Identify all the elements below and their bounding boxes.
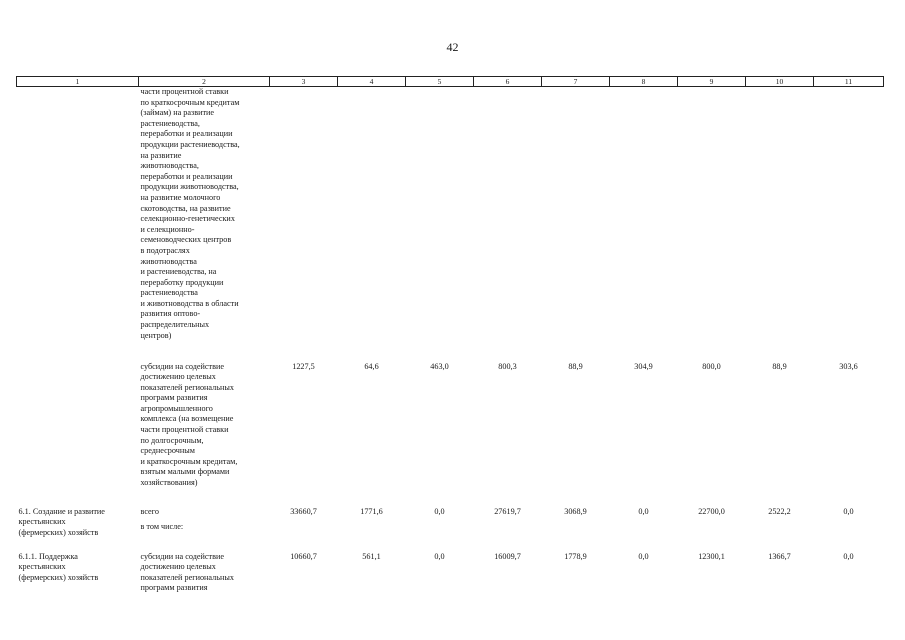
value-cell: 0,0 [434, 506, 445, 516]
column-number: 10 [746, 77, 814, 87]
table-row [17, 87, 884, 362]
value-cell [814, 87, 884, 362]
value-cell: 22700,0 [698, 506, 725, 516]
column-number: 6 [474, 77, 542, 87]
page-number: 42 [446, 40, 459, 54]
value-cell: 33660,7 [290, 506, 317, 516]
row-description-cell [139, 507, 270, 552]
data-table [16, 76, 884, 602]
table-row [17, 507, 884, 552]
row-description-cell: субсидии на содействие достижению целевых показателей региональных программ развития агропромышленного комплекса (на возмещение части процентной ставки по долгосрочным, среднесрочным и краткосрочным кредитам, взятым малыми формами хозяйствования) [140, 361, 238, 488]
column-number-header-row [17, 77, 884, 87]
row-name-cell: 6.1. Создание и развитие крестьянских (фермерских) хозяйств [18, 506, 105, 537]
table-row [17, 362, 884, 507]
value-cell: 800,0 [702, 361, 721, 371]
value-cell: 1227,5 [292, 361, 315, 371]
value-cell: 0,0 [434, 551, 445, 561]
value-cell: 1771,6 [360, 506, 383, 516]
value-cell: 304,9 [634, 361, 653, 371]
value-cell: 800,3 [498, 361, 517, 371]
value-cell: 463,0 [430, 361, 449, 371]
value-cell: 64,6 [364, 361, 379, 371]
row-description-cell: субсидии на содействие достижению целевых показателей региональных программ развития [140, 551, 234, 593]
value-cell: 0,0 [843, 551, 854, 561]
value-cell [406, 87, 474, 362]
value-cell: 0,0 [843, 506, 854, 516]
value-cell: 561,1 [362, 551, 381, 561]
row-subtitle: в том числе: [140, 522, 184, 532]
column-number: 4 [338, 77, 406, 87]
column-number: 2 [139, 77, 270, 87]
value-cell: 0,0 [638, 551, 649, 561]
value-cell: 27619,7 [494, 506, 521, 516]
value-cell: 2522,2 [768, 506, 791, 516]
row-name-cell: 6.1.1. Поддержка крестьянских (фермерских) хозяйств [18, 551, 99, 582]
value-cell: 12300,1 [698, 551, 725, 561]
column-number: 5 [406, 77, 474, 87]
column-number: 3 [270, 77, 338, 87]
value-cell: 88,9 [772, 361, 787, 371]
value-cell: 303,6 [839, 361, 858, 371]
row-description-text: всего [140, 506, 159, 516]
value-cell: 0,0 [638, 506, 649, 516]
value-cell [746, 87, 814, 362]
column-number: 1 [17, 77, 139, 87]
value-cell: 16009,7 [494, 551, 521, 561]
value-cell: 3068,9 [564, 506, 587, 516]
column-number: 9 [678, 77, 746, 87]
value-cell [678, 87, 746, 362]
row-name-cell [17, 362, 139, 507]
value-cell [270, 87, 338, 362]
column-number: 8 [610, 77, 678, 87]
row-name-cell [17, 87, 139, 362]
value-cell: 1366,7 [768, 551, 791, 561]
row-description-cell: части процентной ставки по краткосрочным кредитам (займам) на развитие растениеводства, переработки и реализации продукции растениеводства, на развитие животноводства, переработки и реализации продукции животноводства, на развитие молочного скотоводства, на развитие селекционно-генетических и селекционно- семеноводческих центров в подотраслях животноводства и растениеводства, на переработку продукции растениеводства и животноводства в области развития оптово- распределительных центров) [140, 87, 240, 340]
value-cell [610, 87, 678, 362]
value-cell [338, 87, 406, 362]
column-number: 7 [542, 77, 610, 87]
table-row [17, 552, 884, 602]
value-cell [474, 87, 542, 362]
value-cell: 1778,9 [564, 551, 587, 561]
value-cell: 10660,7 [290, 551, 317, 561]
column-number: 11 [814, 77, 884, 87]
value-cell [542, 87, 610, 362]
value-cell: 88,9 [568, 361, 583, 371]
